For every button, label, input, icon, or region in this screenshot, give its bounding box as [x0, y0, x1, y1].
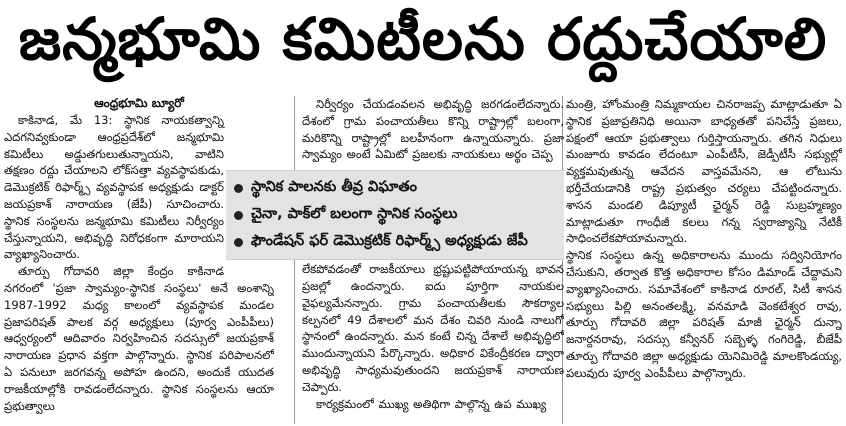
- bullet-icon: [234, 184, 243, 193]
- highlight-item: [234, 229, 564, 256]
- bullet-icon: [234, 238, 243, 247]
- highlight-item: [234, 175, 564, 202]
- paragraph: కార్యక్రమంలో ముఖ్య అతిథిగా పాల్గొన్న ఉప ముఖ్య: [316, 396, 547, 411]
- headline: జన్మభూమి కమిటీలను రద్దుచేయాలి: [18, 4, 828, 73]
- highlight-item: [234, 202, 564, 229]
- paragraph: తూర్పు గోదావరి జిల్లా కేంద్రం కాకినాడ నగరంలో 'ప్రజా స్వామ్యం-స్థానిక సంస్థలు' అనే అంశాన్ని 1987-1992 మధ్య కాలంలో వ్యవస్థాపక మండల ప్రజాపరిషత్ పాలక వర్గ అధ్యక్షులు (పూర్వ ఎంపీపీలు) ఆధ్వర్యంలో ఆదివారం నిర్వహించిన సదస్సులో జయప్రకాశ్ నారాయణ ప్రధాన వక్తగా పాల్గొన్నారు. స్థానిక పరిపాలనలో ఏ పనులూ జరగవన్న అపోహ ఉందని, అందుకే యుదత రాజకీయాల్లోకి రావడంలేదన్నారు. స్థానిక సంస్థలను ఆయా ప్రభుత్వాలు: [4, 264, 274, 413]
- highlight-text: స్థానిక పాలనకు తీవ్ర విఘాతం: [251, 178, 417, 195]
- highlight-text: చైనా, పాక్‌లో బలంగా స్థానిక సంస్థలు: [251, 205, 458, 222]
- bullet-icon: [234, 211, 243, 220]
- paragraph: లేకపోవడంతో రాజకీయాలు భ్రష్టుపట్టిపోయాయన్న భావన ప్రజల్లో ఉందన్నారు. ఐదు పూర్తిగా నాయకుల వైఫల్యమేనన్నారు. గ్రామ పంచాయతీలకు సౌకర్యాల కల్పనలో 49 దేశాలలో మన దేశం చివరి నుండి నాలుగో స్థానంలో ఉందన్నారు. మన కంటే చిన్న దేశాలే అభివృద్ధిలో ముందున్నాయని పేర్కొన్నారు. అధికార వికేంద్రీకరణ ద్వారా అభివృద్ధి సాధ్యమవుతుందని జయప్రకాశ్ నారాయణ చెప్పారు.: [302, 262, 564, 394]
- article-column-3: [566, 96, 842, 424]
- highlight-text: ఫౌండేషన్ ఫర్ డెమొక్రటిక్ రిఫార్మ్స్ అధ్యక్షుడు జేపీ: [251, 232, 528, 249]
- paragraph: మంత్రి, హోంమంత్రి నిమ్మకాయల చినరాజప్ప మాట్లాడుతూ ఏ స్థానిక ప్రజాప్రతినిధి అయినా బాధ్యతతో పనిచేస్తే ప్రజలు, పక్షంలో ఆయా ప్రభుత్వాలు గుర్తిస్తాయన్నారు. తగిన నిధులు మంజూరు కావడం లేదంటూ ఎంపీటీసీ, జెడ్పీటీసీ సభ్యుల్లో వ్యక్తమవుతున్న ఆవేదన వాస్తవమేనని, ఆ లోటును భర్తీచేయడానికి రాష్ట్ర ప్రభుత్వం చర్యలు చేపట్టిందన్నారు. శాసన మండలి డిప్యూటీ ఛైర్మన్ రెడ్డి సుబ్రహ్మణ్యం మాట్లాడుతూ గాంధీజీ కలలు గన్న స్వరాజ్యాన్ని నేటికీ సాధించలేకపోయామన్నారు.: [566, 97, 842, 246]
- column-divider: [294, 96, 295, 424]
- article-column-1: [4, 96, 274, 424]
- paragraph: కాకినాడ, మే 13: స్థానిక నాయకత్వాన్ని ఎదగనివ్వకుండా ఆంధ్రప్రదేశ్‌లో జన్మభూమి కమిటీలు అడ్డుతగులుతున్నాయని, వాటిని తక్షణం రద్దు చేయాలని లోక్‌సత్తా వ్యవస్థాపకుడు, డెమొక్రటిక్ రిఫార్మ్స్ వ్యవస్థాపక అధ్యక్షుడు డాక్టర్ జయప్రకాశ్ నారాయణ (జేపీ) సూచించారు. స్థానిక సంస్థలను జన్మభూమి కమిటీలు నిర్వీర్యం చేస్తున్నాయని, అభివృద్ధి నిరోధకంగా మారాయని వ్యాఖ్యానించారు.: [4, 113, 224, 262]
- article-column-2: [302, 96, 564, 424]
- paragraph: నిర్వీర్యం చేయడంవలన అభివృద్ధి జరగడంలేదన్నారు. దేశంలో గ్రామ పంచాయతీలు కొన్ని రాష్ట్రాల్లో బలంగా, మరికొన్ని రాష్ట్రాల్లో బలహీనంగా ఉన్నాయన్నారు. ప్రజా స్వామ్యం అంటే ఏమిటో ప్రజలకు నాయకులు అర్థం చెప్ప: [302, 97, 564, 162]
- byline: ఆంధ్రభూమి బ్యూరో: [94, 96, 184, 110]
- paragraph: స్థానిక సంస్థలు ఉన్న అధికారాలను ముందు సద్వినియోగం చేసుకుని, తర్వాత కొత్త అధికారాల కోసం డిమాండ్ చేద్దామని వ్యాఖ్యానించారు. సమావేశంలో కాకినాడ రూరల్, సిటీ శాసన సభ్యులు పిల్లి అనంతలక్ష్మి, వనమాడి వెంకటేశ్వర రావు, తూర్పు గోదావరి జిల్లా పరిషత్ మాజీ ఛైర్మన్ దున్నా జనార్దనరావు, సదస్సు కన్వీనర్ సబ్బెళ్ళ గంగిరెడ్డి, బీజేపీ తూర్పు గోదావరి జిల్లా అధ్యక్షుడు యెనిమిరెడ్డి మాలకొండయ్య, పలువురు పూర్వ ఎంపీపీలు పాల్గొన్నారు.: [566, 248, 842, 380]
- highlights-box: [226, 170, 564, 260]
